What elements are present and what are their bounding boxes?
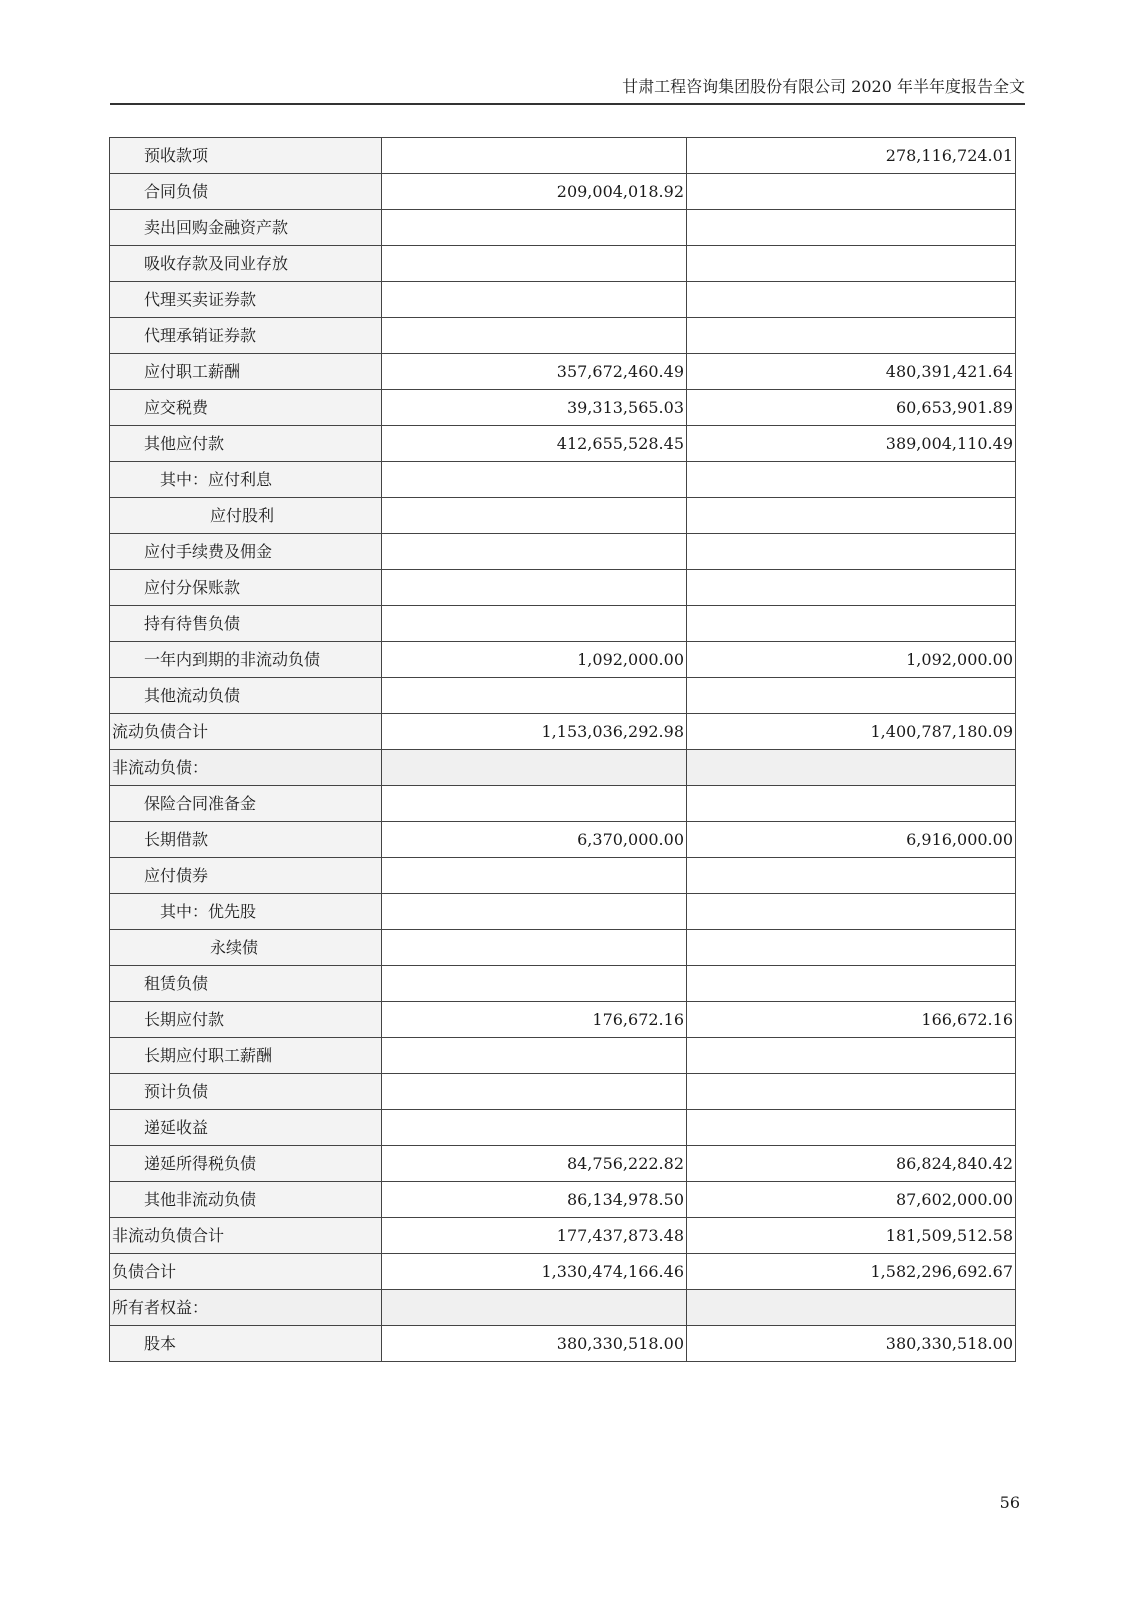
prior-period-value — [687, 858, 1016, 894]
page-header — [110, 77, 1025, 105]
current-period-value: 177,437,873.48 — [382, 1218, 687, 1254]
prior-period-value — [687, 1038, 1016, 1074]
current-period-value — [382, 966, 687, 1002]
table-row — [110, 462, 1016, 498]
prior-period-value — [687, 462, 1016, 498]
table-row — [110, 858, 1016, 894]
current-period-value — [382, 750, 687, 786]
page-number: 56 — [999, 1493, 1020, 1512]
table-row — [110, 714, 1016, 750]
prior-period-value: 1,092,000.00 — [687, 642, 1016, 678]
current-period-value: 412,655,528.45 — [382, 426, 687, 462]
prior-period-value: 380,330,518.00 — [687, 1326, 1016, 1362]
prior-period-value: 389,004,110.49 — [687, 426, 1016, 462]
row-label: 其他应付款 — [110, 426, 382, 462]
prior-period-value — [687, 1110, 1016, 1146]
current-period-value — [382, 894, 687, 930]
row-label: 应付职工薪酬 — [110, 354, 382, 390]
table-row — [110, 138, 1016, 174]
current-period-value: 1,153,036,292.98 — [382, 714, 687, 750]
row-label: 代理买卖证券款 — [110, 282, 382, 318]
prior-period-value — [687, 246, 1016, 282]
prior-period-value — [687, 570, 1016, 606]
current-period-value — [382, 1110, 687, 1146]
row-label: 递延收益 — [110, 1110, 382, 1146]
current-period-value — [382, 138, 687, 174]
table-row — [110, 1038, 1016, 1074]
prior-period-value — [687, 894, 1016, 930]
prior-period-value: 480,391,421.64 — [687, 354, 1016, 390]
table-row — [110, 1218, 1016, 1254]
prior-period-value: 87,602,000.00 — [687, 1182, 1016, 1218]
current-period-value — [382, 534, 687, 570]
prior-period-value: 6,916,000.00 — [687, 822, 1016, 858]
current-period-value — [382, 786, 687, 822]
table-row — [110, 282, 1016, 318]
table-row — [110, 174, 1016, 210]
table-row — [110, 678, 1016, 714]
row-label: 其中：优先股 — [110, 894, 382, 930]
current-period-value — [382, 570, 687, 606]
current-period-value: 176,672.16 — [382, 1002, 687, 1038]
row-label: 其他流动负债 — [110, 678, 382, 714]
row-label: 永续债 — [110, 930, 382, 966]
section-header-row — [110, 750, 1016, 786]
row-label: 应付债券 — [110, 858, 382, 894]
table-row — [110, 1074, 1016, 1110]
prior-period-value — [687, 318, 1016, 354]
current-period-value: 84,756,222.82 — [382, 1146, 687, 1182]
row-label: 递延所得税负债 — [110, 1146, 382, 1182]
current-period-value: 1,330,474,166.46 — [382, 1254, 687, 1290]
prior-period-value: 166,672.16 — [687, 1002, 1016, 1038]
table-row — [110, 318, 1016, 354]
prior-period-value — [687, 786, 1016, 822]
prior-period-value — [687, 498, 1016, 534]
table-row — [110, 498, 1016, 534]
table-row — [110, 1110, 1016, 1146]
prior-period-value — [687, 930, 1016, 966]
balance-sheet-body — [110, 138, 1016, 1362]
report-title: 甘肃工程咨询集团股份有限公司 2020 年半年度报告全文 — [622, 77, 1025, 96]
prior-period-value — [687, 174, 1016, 210]
current-period-value — [382, 1074, 687, 1110]
section-header-row — [110, 1290, 1016, 1326]
current-period-value: 380,330,518.00 — [382, 1326, 687, 1362]
prior-period-value — [687, 966, 1016, 1002]
prior-period-value: 278,116,724.01 — [687, 138, 1016, 174]
prior-period-value: 1,400,787,180.09 — [687, 714, 1016, 750]
row-label: 租赁负债 — [110, 966, 382, 1002]
current-period-value — [382, 210, 687, 246]
current-period-value — [382, 318, 687, 354]
prior-period-value: 60,653,901.89 — [687, 390, 1016, 426]
table-row — [110, 966, 1016, 1002]
section-label: 所有者权益： — [110, 1290, 382, 1326]
row-label: 应交税费 — [110, 390, 382, 426]
row-label: 非流动负债合计 — [110, 1218, 382, 1254]
prior-period-value: 86,824,840.42 — [687, 1146, 1016, 1182]
balance-sheet-table — [109, 137, 1016, 1362]
table-row — [110, 354, 1016, 390]
current-period-value: 357,672,460.49 — [382, 354, 687, 390]
prior-period-value — [687, 1074, 1016, 1110]
prior-period-value — [687, 750, 1016, 786]
table-row — [110, 390, 1016, 426]
table-row — [110, 1146, 1016, 1182]
prior-period-value — [687, 606, 1016, 642]
row-label: 应付手续费及佣金 — [110, 534, 382, 570]
row-label: 保险合同准备金 — [110, 786, 382, 822]
row-label: 代理承销证券款 — [110, 318, 382, 354]
current-period-value — [382, 462, 687, 498]
current-period-value — [382, 1290, 687, 1326]
current-period-value: 1,092,000.00 — [382, 642, 687, 678]
table-row — [110, 786, 1016, 822]
row-label: 长期应付职工薪酬 — [110, 1038, 382, 1074]
prior-period-value — [687, 678, 1016, 714]
row-label: 吸收存款及同业存放 — [110, 246, 382, 282]
current-period-value: 86,134,978.50 — [382, 1182, 687, 1218]
table-row — [110, 246, 1016, 282]
row-label: 持有待售负债 — [110, 606, 382, 642]
table-row — [110, 426, 1016, 462]
prior-period-value: 181,509,512.58 — [687, 1218, 1016, 1254]
row-label: 卖出回购金融资产款 — [110, 210, 382, 246]
table-row — [110, 642, 1016, 678]
row-label: 预计负债 — [110, 1074, 382, 1110]
table-row — [110, 534, 1016, 570]
current-period-value — [382, 282, 687, 318]
row-label: 应付分保账款 — [110, 570, 382, 606]
current-period-value — [382, 678, 687, 714]
current-period-value — [382, 858, 687, 894]
row-label: 长期应付款 — [110, 1002, 382, 1038]
prior-period-value — [687, 210, 1016, 246]
table-row — [110, 1002, 1016, 1038]
table-row — [110, 1254, 1016, 1290]
prior-period-value: 1,582,296,692.67 — [687, 1254, 1016, 1290]
row-label: 负债合计 — [110, 1254, 382, 1290]
table-row — [110, 1326, 1016, 1362]
row-label: 预收款项 — [110, 138, 382, 174]
current-period-value — [382, 1038, 687, 1074]
current-period-value — [382, 498, 687, 534]
row-label: 应付股利 — [110, 498, 382, 534]
row-label: 长期借款 — [110, 822, 382, 858]
current-period-value — [382, 930, 687, 966]
current-period-value: 39,313,565.03 — [382, 390, 687, 426]
prior-period-value — [687, 1290, 1016, 1326]
table-row — [110, 822, 1016, 858]
row-label: 股本 — [110, 1326, 382, 1362]
current-period-value — [382, 246, 687, 282]
prior-period-value — [687, 282, 1016, 318]
row-label: 流动负债合计 — [110, 714, 382, 750]
table-row — [110, 894, 1016, 930]
row-label: 合同负债 — [110, 174, 382, 210]
section-label: 非流动负债： — [110, 750, 382, 786]
current-period-value: 209,004,018.92 — [382, 174, 687, 210]
table-row — [110, 606, 1016, 642]
row-label: 其他非流动负债 — [110, 1182, 382, 1218]
prior-period-value — [687, 534, 1016, 570]
table-row — [110, 210, 1016, 246]
row-label: 一年内到期的非流动负债 — [110, 642, 382, 678]
table-row — [110, 930, 1016, 966]
table-row — [110, 1182, 1016, 1218]
current-period-value: 6,370,000.00 — [382, 822, 687, 858]
row-label: 其中：应付利息 — [110, 462, 382, 498]
table-row — [110, 570, 1016, 606]
current-period-value — [382, 606, 687, 642]
